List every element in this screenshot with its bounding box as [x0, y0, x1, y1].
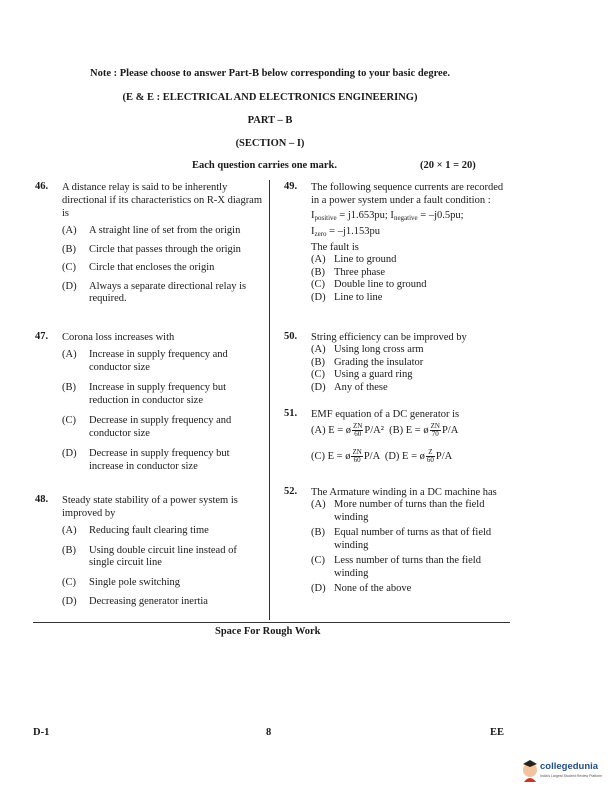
option-d: (D) Always a separate directional relay is required. [62, 280, 247, 304]
question-text: The following sequence currents are recorded in a power system under a fault condition : [311, 182, 504, 206]
discipline-title: (E & E : ELECTRICAL AND ELECTRONICS ENGINEERING) [122, 92, 418, 103]
right-column [284, 181, 504, 596]
option-c: (C) Double line to ground [311, 279, 427, 290]
option-c-label: (C) [311, 451, 325, 462]
booklet-code: D-1 [33, 727, 50, 738]
option-b: (B) Using double circuit line instead of single circuit line [62, 544, 237, 568]
collegedunia-logo [521, 754, 611, 792]
section-title: (SECTION – I) [235, 138, 305, 149]
question-number: 49. [284, 181, 298, 192]
question-49 [284, 181, 504, 331]
rough-work-divider [33, 622, 510, 623]
question-text: Steady state stability of a power system is improved by [62, 495, 238, 519]
question-number: 50. [284, 331, 298, 342]
emf-options-c-d: (C) E = ø $\frac{ZN}{60}$ P/A (D) E = ø $\frac{Z}{60}$ P/A [311, 448, 453, 465]
fault-is-label: The fault is [311, 242, 359, 253]
option-a: (A) Line to ground [311, 254, 397, 265]
option-c: (C) Single pole switching [62, 576, 180, 588]
question-number: 47. [35, 331, 49, 342]
option-a: (A) Increase in supply frequency and conductor size [62, 349, 228, 373]
option-d: (D) Line to line [311, 291, 383, 303]
column-divider [269, 180, 270, 620]
instruction-note: Note : Please choose to answer Part-B below corresponding to your basic degree. [90, 68, 450, 79]
sequence-currents-line-2: $I_{zero} = -j1.153pu$ [311, 226, 381, 238]
subject-code: EE [490, 727, 505, 738]
marks-note: Each question carries one mark. [192, 160, 337, 171]
question-text: The Armature winding in a DC machine has [311, 487, 497, 498]
option-b-label: (B) [389, 425, 404, 436]
option-c: (C) Using a guard ring [311, 369, 413, 380]
left-column [35, 181, 263, 609]
option-a-label: (A) [311, 425, 326, 436]
question-text: Corona loss increases with [62, 332, 175, 343]
marks-total: (20 × 1 = 20) [420, 160, 476, 171]
option-a: (A) Reducing fault clearing time [62, 525, 209, 536]
question-52 [284, 486, 504, 596]
question-number: 48. [35, 494, 49, 505]
emf-options-a-b: (A) E = ø $\frac{ZN}{60}$ P/A² (B) E = ø $\frac{ZN}{70}$ P/A [311, 422, 459, 439]
option-d: (D) Any of these [311, 381, 388, 393]
option-a: (A) A straight line of set from the origin [62, 225, 241, 236]
graduate-icon [521, 754, 611, 792]
option-b: (B) Circle that passes through the origin [62, 243, 241, 255]
question-number: 46. [35, 181, 49, 192]
option-c: (C) Less number of turns than the field winding [311, 555, 481, 579]
option-c: (C) Decrease in supply frequency and conductor size [62, 415, 232, 439]
question-text: String efficiency can be improved by [311, 332, 467, 343]
question-47 [35, 331, 263, 494]
question-number: 51. [284, 408, 298, 419]
part-title: PART – B [247, 115, 293, 126]
option-d: (D) Decrease in supply frequency but increase in conductor size [62, 448, 230, 472]
option-d: (D) None of the above [311, 583, 412, 594]
sequence-currents-line-1: $I_{positive} = j1.653pu$; $I_{negative} = -j0.5pu$; [311, 210, 464, 222]
question-48 [35, 494, 263, 609]
option-b: (B) Equal number of turns as that of field winding [311, 527, 492, 551]
page-number: 8 [266, 727, 272, 738]
option-c: (C) Circle that encloses the origin [62, 262, 215, 273]
question-50 [284, 331, 504, 408]
question-text: A distance relay is said to be inherently directional if its characteristics on R-X diagram is [62, 182, 263, 219]
question-number: 52. [284, 486, 298, 497]
question-46 [35, 181, 263, 331]
option-a: (A) More number of turns than the field winding [311, 499, 485, 523]
question-51 [284, 408, 504, 486]
option-b: (B) Grading the insulator [311, 356, 424, 368]
option-a: (A) Using long cross arm [311, 344, 424, 355]
rough-work-label: Space For Rough Work [215, 626, 321, 637]
option-b: (B) Three phase [311, 266, 386, 278]
option-d-label: (D) [384, 451, 400, 462]
option-b: (B) Increase in supply frequency but reduction in conductor size [62, 382, 227, 406]
logo-tagline: India's Largest Student Review Platform [540, 774, 603, 778]
option-d: (D) Decreasing generator inertia [62, 596, 208, 607]
logo-brand-text: collegedunia [540, 761, 599, 772]
question-text: EMF equation of a DC generator is [311, 409, 460, 420]
